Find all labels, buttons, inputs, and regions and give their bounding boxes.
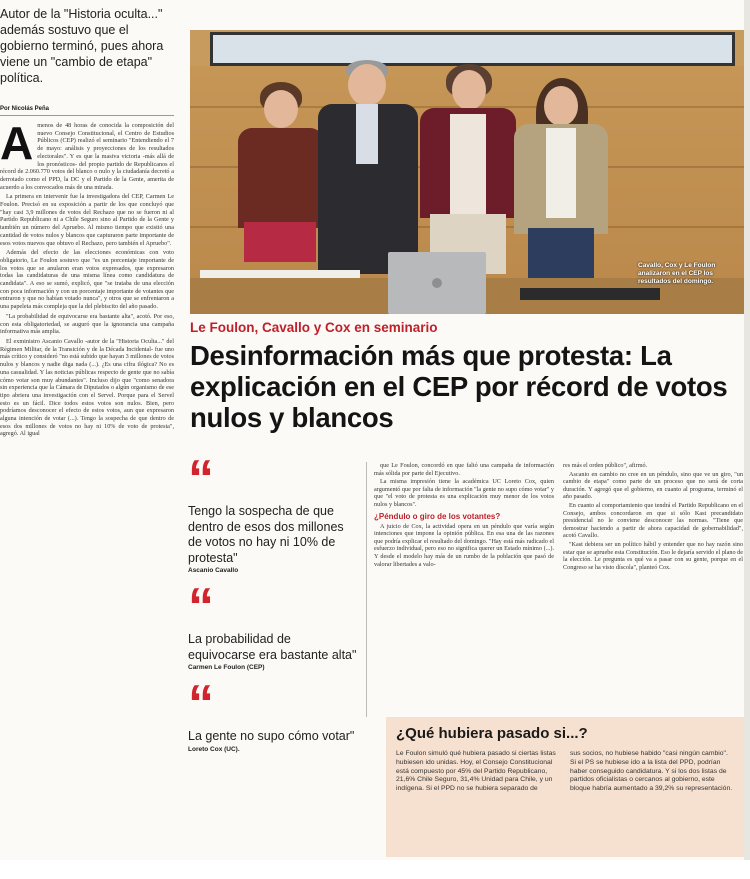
quote-text: La probabilidad de equivocarse era bastante alta" (188, 632, 357, 662)
box-title: ¿Qué hubiera pasado si...? (396, 725, 588, 742)
bottom-margin (0, 860, 750, 879)
body-paragraph: "Kast debiera ser un político hábil y entender que no hay razón sino estar que se apruebe esta Constitución. Eso le dejaría servido el plano de la elección. Le pregunta es qué va a pasar con su gente, porque en el Congreso se ha visto díscola", planteó Cox. (563, 540, 743, 571)
body-paragraph: El exministro Ascanio Cavallo -autor de la "Historia Oculta..." del Régimen Militar, de la Transición y de la Década Incidental- fue uno más crítico y consideró "no está subido que hayan 3 millones de votos nulos y blancos y nadie diga nada (...). ¿Es una cifra ilógica? No es una casualidad. Y las noticias públicas respecto de gente que no sabía cómo votar son muy abundantes". Incluso dijo que "como senadora sin experiencia que la Cámara de Diputados o algún organismo de ese tipo abriera una investigación con el Servel. Porque para el Servel esto es un fácil. Dice todos estos votos son nulos. Bien, pero podríamos desconocer el efecto de estos votos, aun que expresaron alguna intención de votar (...). Tengo la sospecha de que dentro de esos dos millones de votos no hay ni 10% de voto de protesta", agregó. Al igual (0, 337, 174, 438)
body-paragraph: "La probabilidad de equivocarse era bastante alta", acotó. Por eso, con esta obligatoriedad, se auguró que la ignorancia una campaña informativa más amplia. (0, 312, 174, 336)
box-columns (396, 750, 734, 794)
quote-mark-icon: “ (188, 450, 214, 508)
box-text-left: Le Foulon simuló qué hubiera pasado si ciertas listas hubiesen ido unidas. Hoy, el Consejo Constitucional está compuesto por 45% del Partido Republicano, 21,6% Chile Seguro, 31,4% Unidad para Chile, y un indígena. Si el PPD no se hubiera separado de (396, 750, 556, 793)
body-paragraph: que Le Foulon, concordó en que faltó una campaña de información más sólida por parte del Ejecutivo. (374, 462, 554, 477)
section-subhead: ¿Péndulo o giro de los votantes? (374, 511, 501, 521)
quote-text: Tengo la sospecha de que dentro de esos dos millones de votos no hay ni 10% de protesta" (188, 504, 344, 565)
quote-author: Ascanio Cavallo (188, 567, 239, 574)
projection-screen (210, 32, 735, 66)
column-rule (366, 462, 367, 717)
byline-rule (0, 115, 174, 116)
intro-deck: Autor de la "Historia oculta..." además sostuvo que el gobierno terminó, pues ahora viene un "cambio de etapa" política. (0, 7, 164, 85)
left-column (0, 0, 182, 860)
right-column (563, 462, 743, 572)
body-paragraph: Ascanio en cambio no cree en un péndulo, sino que ve un giro, "un cambio de etapa" como parte de un proceso que no será de corta duración. Y agregó que el gobierno, en cuanto al programa, terminó el año pasado. (563, 470, 743, 501)
laptop (388, 252, 486, 314)
byline: Por Nicolás Peña (0, 106, 50, 112)
pull-quote (188, 450, 358, 574)
page-edge (744, 0, 750, 879)
quote-mark-icon: “ (188, 675, 214, 733)
kicker: Le Foulon, Cavallo y Cox en seminario (190, 320, 438, 335)
quote-author: Carmen Le Foulon (CEP) (188, 664, 265, 671)
quote-mark-icon: “ (188, 578, 214, 636)
photo-caption: Cavallo, Cox y Le Foulon analizaron en el CEP los resultados del domingo. (638, 262, 716, 285)
body-paragraph: Además del efecto de las elecciones económicas con voto obligatorio, Le Foulon sostuvo que "es un porcentaje importante de los votos que se anularon eran votos expresados, que expresaron todas las candidaturas de una misma línea como candidatura de candidata". A eso se sumó, explicó, que "se trataba de una elección con poca información y con un porcentaje importante de votantes que entraron y que no habían votado nunca", y otros que se enfrentaron a una papeleta más compleja que la del plebiscito del año pasado. (0, 249, 174, 311)
box-text-right: sus socios, no hubiese habido "casi ningún cambio". Si el PS se hubiese ido a la lista del PPD, podrían haber conseguido candidatura. Y si los dos listas de partidos oficialistas o cercanos al gobierno, este bloque habría aumentado a 39,2% su representación. (570, 750, 733, 793)
headline: Desinformación más que protesta: La explicación en el CEP por récord de votos nulos y blancos (190, 340, 728, 433)
pull-quote (188, 675, 358, 753)
seminar-photo (190, 30, 748, 314)
body-paragraph: res más el orden público", afirmó. (563, 462, 648, 469)
body-paragraph: La misma impresión tiene la académica UC Loreto Cox, quien argumentó que por falta de información "la gente no supo cómo votar" y que "el voto de protesta es una explicación muy menor de los votos nulos y blancos". (374, 478, 554, 508)
body-paragraph: La primera en intervenir fue la investigadora del CEP, Carmen Le Foulon. Precisó en su exposición a partir de los que concluyó que "hay casi 3,9 millones de votos del Rechazo que no se fueron ni al Partido Republicano ni a Chile Seguro sino al Partido de la Gente y también un número del Apruebo. Al mismo tiempo que existió una cantidad de votos nulos y blancos que capturaron parte importante de esos votos nuevos que obtuvo el Rechazo, pero también el Apruebo". (0, 193, 174, 247)
pull-quotes (188, 450, 358, 769)
body-paragraph: En cuanto al comportamiento que tendrá el Partido Republicano en el Consejo, ambos concordaron en que si sólo Kast precandidato presidencial no le conviene desconocer las normas. "Tiene que demostrar haciendo a partir de ahora capacidad de gobernabilidad", acotó Cavallo. (563, 501, 743, 540)
sidebar-box (386, 717, 744, 857)
quote-author: Loreto Cox (UC). (188, 745, 240, 753)
keyboard (520, 288, 660, 300)
left-body-text (0, 117, 174, 438)
middle-column (374, 462, 554, 569)
pull-quote (188, 578, 358, 671)
drop-cap: A (0, 117, 34, 169)
body-paragraph: A juicio de Cox, la actividad opera en un péndulo que varía según intenciones que impone la opinión pública. En esa una de las razones que podría explicar el resultado del domingo. "Hay está más radicado el esfuerzo individual, pero eso no significa querer un Estado mínimo (...). Y desde el modelo hay más de un rumbo de la población que pasó de valorar libertades a valo- (374, 522, 554, 568)
body-paragraph: menos de 48 horas de conocida la composición del nuevo Consejo Constitucional, el Centro de Estudios Públicos (CEP) realizó el seminario "Entendiendo el 7 de mayo: análisis y proyecciones de los resultados electorales". Y es que la masiva victoria -más allá de los pronósticos- del propio partido de Republicanos el récord de 2.060.770 votos del blanco o nulo y la ciudadanía decretó a derrotado como el PPD, la DC y el Partido de la Gente, amerita de acuerdo a los convocados más de una mirada. (0, 122, 174, 191)
quote-text: La gente no supo cómo votar" (188, 729, 355, 743)
